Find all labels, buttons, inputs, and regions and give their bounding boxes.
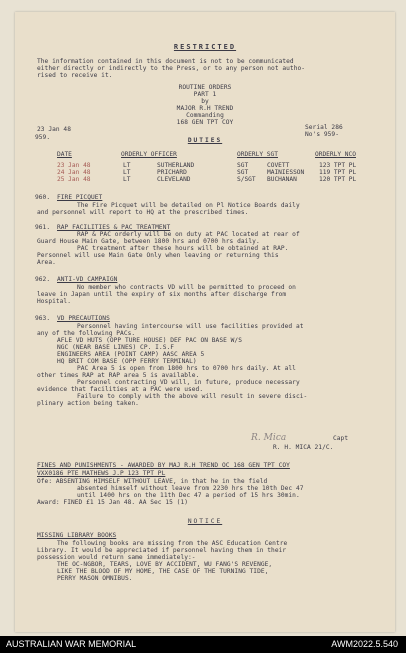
- duties-number: 959.: [35, 134, 51, 141]
- fire-title: FIRE PICQUET: [57, 194, 103, 201]
- notice-line-1: The following books are missing from the ASC Education Centre: [57, 540, 288, 547]
- antivd-line-1: No member who contracts VD will be permitted to proceed on: [77, 284, 296, 291]
- vdprec-line-10: evidence that facilities at a PAC were used.: [37, 386, 204, 393]
- orders-nos: No's 959-: [305, 131, 339, 138]
- signature-rank: Capt: [333, 435, 349, 442]
- notice-line-4: THE OC-NGBOR, TEARS, LOVE BY ACCIDENT, WU FANG'S REVENGE,: [57, 561, 273, 568]
- signature-scrawl: R. Mica: [251, 433, 287, 443]
- orders-title: ROUTINE ORDERS: [178, 84, 232, 91]
- fines-line-4: Award: FINED £1 15 Jan 48. AA Sec 15 (1): [37, 499, 189, 506]
- antivd-title: ANTI-VD CAMPAIGN: [57, 276, 118, 283]
- duty-sgt-name: BUCHANAN: [267, 176, 297, 183]
- antivd-number: 962.: [35, 276, 51, 283]
- duty-date: 24 Jan 48: [57, 169, 91, 176]
- fire-number: 960.: [35, 194, 51, 201]
- fines-title: FINES AND PUNISHMENTS - AWARDED BY MAJ R.H TREND OC 168 GEN TPT COY: [37, 462, 290, 469]
- notice-subtitle: MISSING LIBRARY BOOKS: [37, 532, 117, 539]
- duty-sgt-name: COVETT: [267, 162, 290, 169]
- archive-reference: AWM2022.5.540: [331, 639, 398, 649]
- vdprec-line-8: other times RAP at RAP area 5 is available.: [37, 372, 200, 379]
- fire-line-1: The Fire Picquet will be detailed on Pl Notice Boards daily: [77, 202, 300, 209]
- orders-major: MAJOR R.H TREND: [176, 105, 234, 112]
- vdprec-line-3: AFLE VD HUTS (OPP TURE HOUSE) DEF PAC ON BASE W/S: [57, 337, 242, 344]
- vdprec-line-9: Personnel contracting VD will, in future, produce necessary: [77, 379, 300, 386]
- signature-name: R. H. MICA 21/C.: [273, 444, 334, 451]
- duty-officer-rank: LT: [123, 169, 131, 176]
- notice-line-1: The information contained in this document is not to be communicated: [37, 58, 294, 65]
- rap-line-1: RAP & PAC orderly will be on duty at PAC located at rear of: [77, 231, 300, 238]
- orders-commanding: Commanding: [186, 112, 224, 119]
- duties-header-nco: ORDERLY NCO: [315, 151, 356, 158]
- duties-header-sgt: ORDERLY SGT: [237, 151, 278, 158]
- rap-line-5: Area.: [37, 259, 56, 266]
- duty-officer-rank: LT: [123, 162, 131, 169]
- orders-unit: 168 GEN TPT COY: [176, 119, 234, 126]
- orders-part: PART 1: [193, 91, 217, 98]
- antivd-line-3: Hospital.: [37, 298, 71, 305]
- vdprec-title: VD PRECAUTIONS: [57, 315, 110, 322]
- duty-date: 23 Jan 48: [57, 162, 91, 169]
- notice-line-2: either directly or indirectly to the Press, or to any person not autho-: [37, 65, 306, 72]
- rap-title: RAP FACILITIES & PAC TREATMENT: [57, 224, 171, 231]
- duty-date: 25 Jan 48: [57, 176, 91, 183]
- duties-header-date: DATE: [57, 151, 72, 158]
- vdprec-line-4: NGC (NEAR BASE LINES) CP. I.S.F: [57, 344, 175, 351]
- duties-title: DUTIES: [187, 137, 223, 144]
- orders-by: by: [201, 98, 209, 105]
- vdprec-line-1: Personnel having intercourse will use facilities provided at: [77, 323, 304, 330]
- notice-line-3: possession would return same immediately:-: [37, 554, 196, 561]
- vdprec-line-2: any of the following PACs.: [37, 330, 136, 337]
- fines-line-2: absented himself without leave from 2230 hrs the 10th Dec 47: [77, 485, 304, 492]
- vdprec-line-7: PAC Area 5 is open from 1800 hrs to 0700 hrs daily. At all: [77, 365, 296, 372]
- rap-line-2: Guard House Main Gate, between 1800 hrs and 0700 hrs daily.: [37, 238, 260, 245]
- vdprec-line-12: plinary action being taken.: [37, 400, 139, 407]
- duty-nco: 120 TPT PL: [319, 176, 357, 183]
- duty-sgt-rank: SGT: [237, 169, 249, 176]
- notice-title: NOTICE: [187, 518, 223, 525]
- paper-sheet: [15, 12, 395, 632]
- duty-nco: 123 TPT PL: [319, 162, 357, 169]
- archive-source: AUSTRALIAN WAR MEMORIAL: [6, 639, 137, 649]
- notice-line-6: PERRY MASON OMNIBUS.: [57, 575, 133, 582]
- notice-line-2: Library. It would be appreciated if personnel having them in their: [37, 547, 287, 554]
- rap-number: 961.: [35, 224, 51, 231]
- duty-sgt-rank: SGT: [237, 162, 249, 169]
- orders-date: 23 Jan 48: [37, 126, 71, 133]
- duty-nco: 119 TPT PL: [319, 169, 357, 176]
- antivd-line-2: leave in Japan until the expiry of six months after discharge from: [37, 291, 287, 298]
- duty-officer-rank: LT: [123, 176, 131, 183]
- vdprec-line-11: Failure to comply with the above will result in severe disci-: [77, 393, 308, 400]
- duty-sgt-name: MAINIESSON: [267, 169, 305, 176]
- fines-line-3: until 1400 hrs on the 11th Dec 47 a period of 15 hrs 30min.: [77, 492, 300, 499]
- fire-line-2: and personnel will report to HQ at the prescribed times.: [37, 209, 249, 216]
- duty-sgt-rank: S/SGT: [237, 176, 256, 183]
- vdprec-line-5: ENGINEERS AREA (POINT CAMP) AASC AREA 5: [57, 351, 205, 358]
- duty-officer-name: PRICHARD: [157, 169, 187, 176]
- fines-subtitle: VXX0186 PTE MATHEWS J.P 123 TPT PL: [37, 470, 166, 477]
- orders-serial: Serial 286: [305, 124, 343, 131]
- duties-header-officer: ORDERLY OFFICER: [121, 151, 177, 158]
- rap-line-3: PAC treatment after these hours will be obtained at RAP.: [77, 245, 289, 252]
- rap-line-4: Personnel will use Main Gate Only when leaving or returning this: [37, 252, 279, 259]
- duty-officer-name: SUTHERLAND: [157, 162, 195, 169]
- notice-line-5: LIKE THE BLOOD OF MY HOME, THE CASE OF THE TURNING TIDE,: [57, 568, 269, 575]
- archive-caption-bar: [0, 636, 406, 653]
- vdprec-number: 963.: [35, 315, 51, 322]
- notice-line-3: rised to receive it.: [37, 72, 113, 79]
- fines-line-1: Ofe: ABSENTING HIMSELF WITHOUT LEAVE, in that he in the field: [37, 478, 268, 485]
- restricted-heading: RESTRICTED: [173, 43, 237, 51]
- vdprec-line-6: HQ BRIT COM BASE (OPP FERRY TERMINAL): [57, 358, 197, 365]
- duty-officer-name: CLEVELAND: [157, 176, 191, 183]
